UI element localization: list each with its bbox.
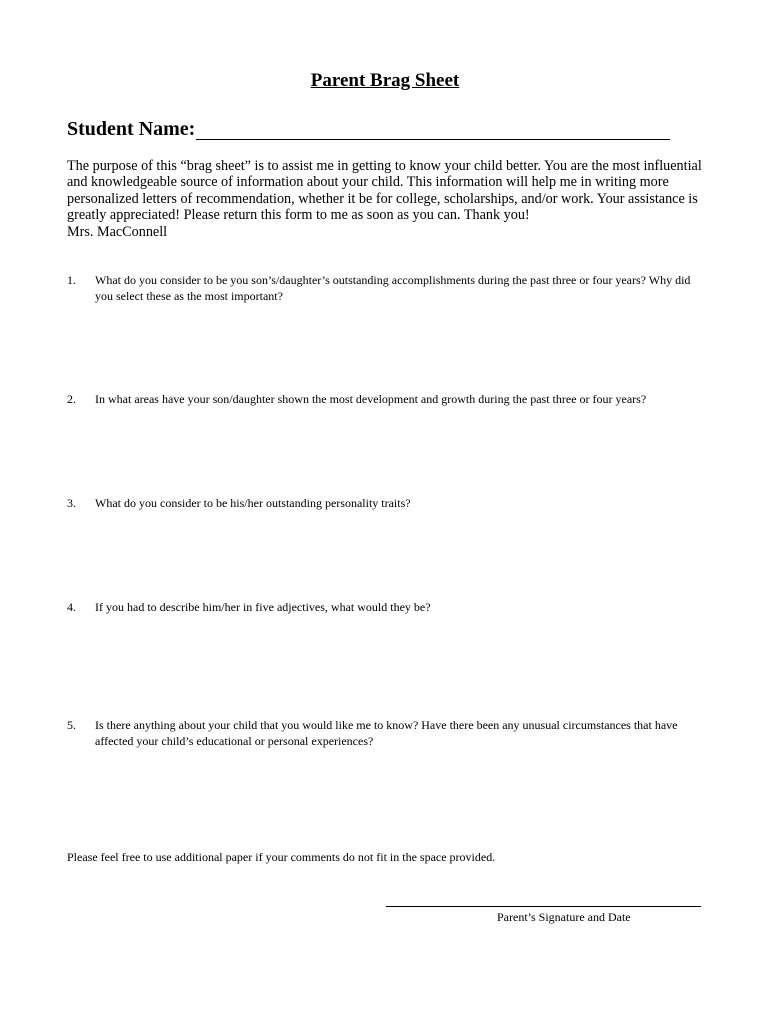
question-text: If you had to describe him/her in five adjectives, what would they be?: [95, 600, 431, 614]
signature-label: Parent’s Signature and Date: [497, 910, 631, 924]
student-name-line[interactable]: [196, 139, 670, 140]
question-number: 1.: [67, 273, 76, 287]
question-number: 5.: [67, 718, 76, 732]
intro-text: The purpose of this “brag sheet” is to assist me in getting to know your child better. You are the most influential and knowledgeable source of information about your child. This information will help me in writing more personalized letters of recommendation, whether it be for college, scholarships, and/or work. Your assistance is greatly appreciated! Please return this form to me as soon as you can. Thank you!: [67, 158, 702, 224]
question-number: 3.: [67, 496, 76, 510]
signature-line[interactable]: [386, 906, 701, 907]
intro-paragraph: [67, 158, 707, 240]
page-title: Parent Brag Sheet: [310, 70, 460, 91]
student-name-label: Student Name:: [67, 118, 196, 140]
question-text: What do you consider to be his/her outstanding personality traits?: [95, 496, 411, 510]
footer-note: Please feel free to use additional paper if your comments do not fit in the space provided.: [67, 850, 496, 864]
question-number: 4.: [67, 600, 76, 614]
question-text: Is there anything about your child that you would like me to know? Have there been any unusual circumstances that have affected your child’s educational or personal experiences?: [95, 718, 678, 748]
question-text: What do you consider to be you son’s/daughter’s outstanding accomplishments during the past three or four years? Why did you select these as the most important?: [95, 273, 691, 303]
intro-signature: Mrs. MacConnell: [67, 223, 168, 240]
question-text: In what areas have your son/daughter shown the most development and growth during the past three or four years?: [95, 392, 647, 406]
question-number: 2.: [67, 392, 76, 406]
